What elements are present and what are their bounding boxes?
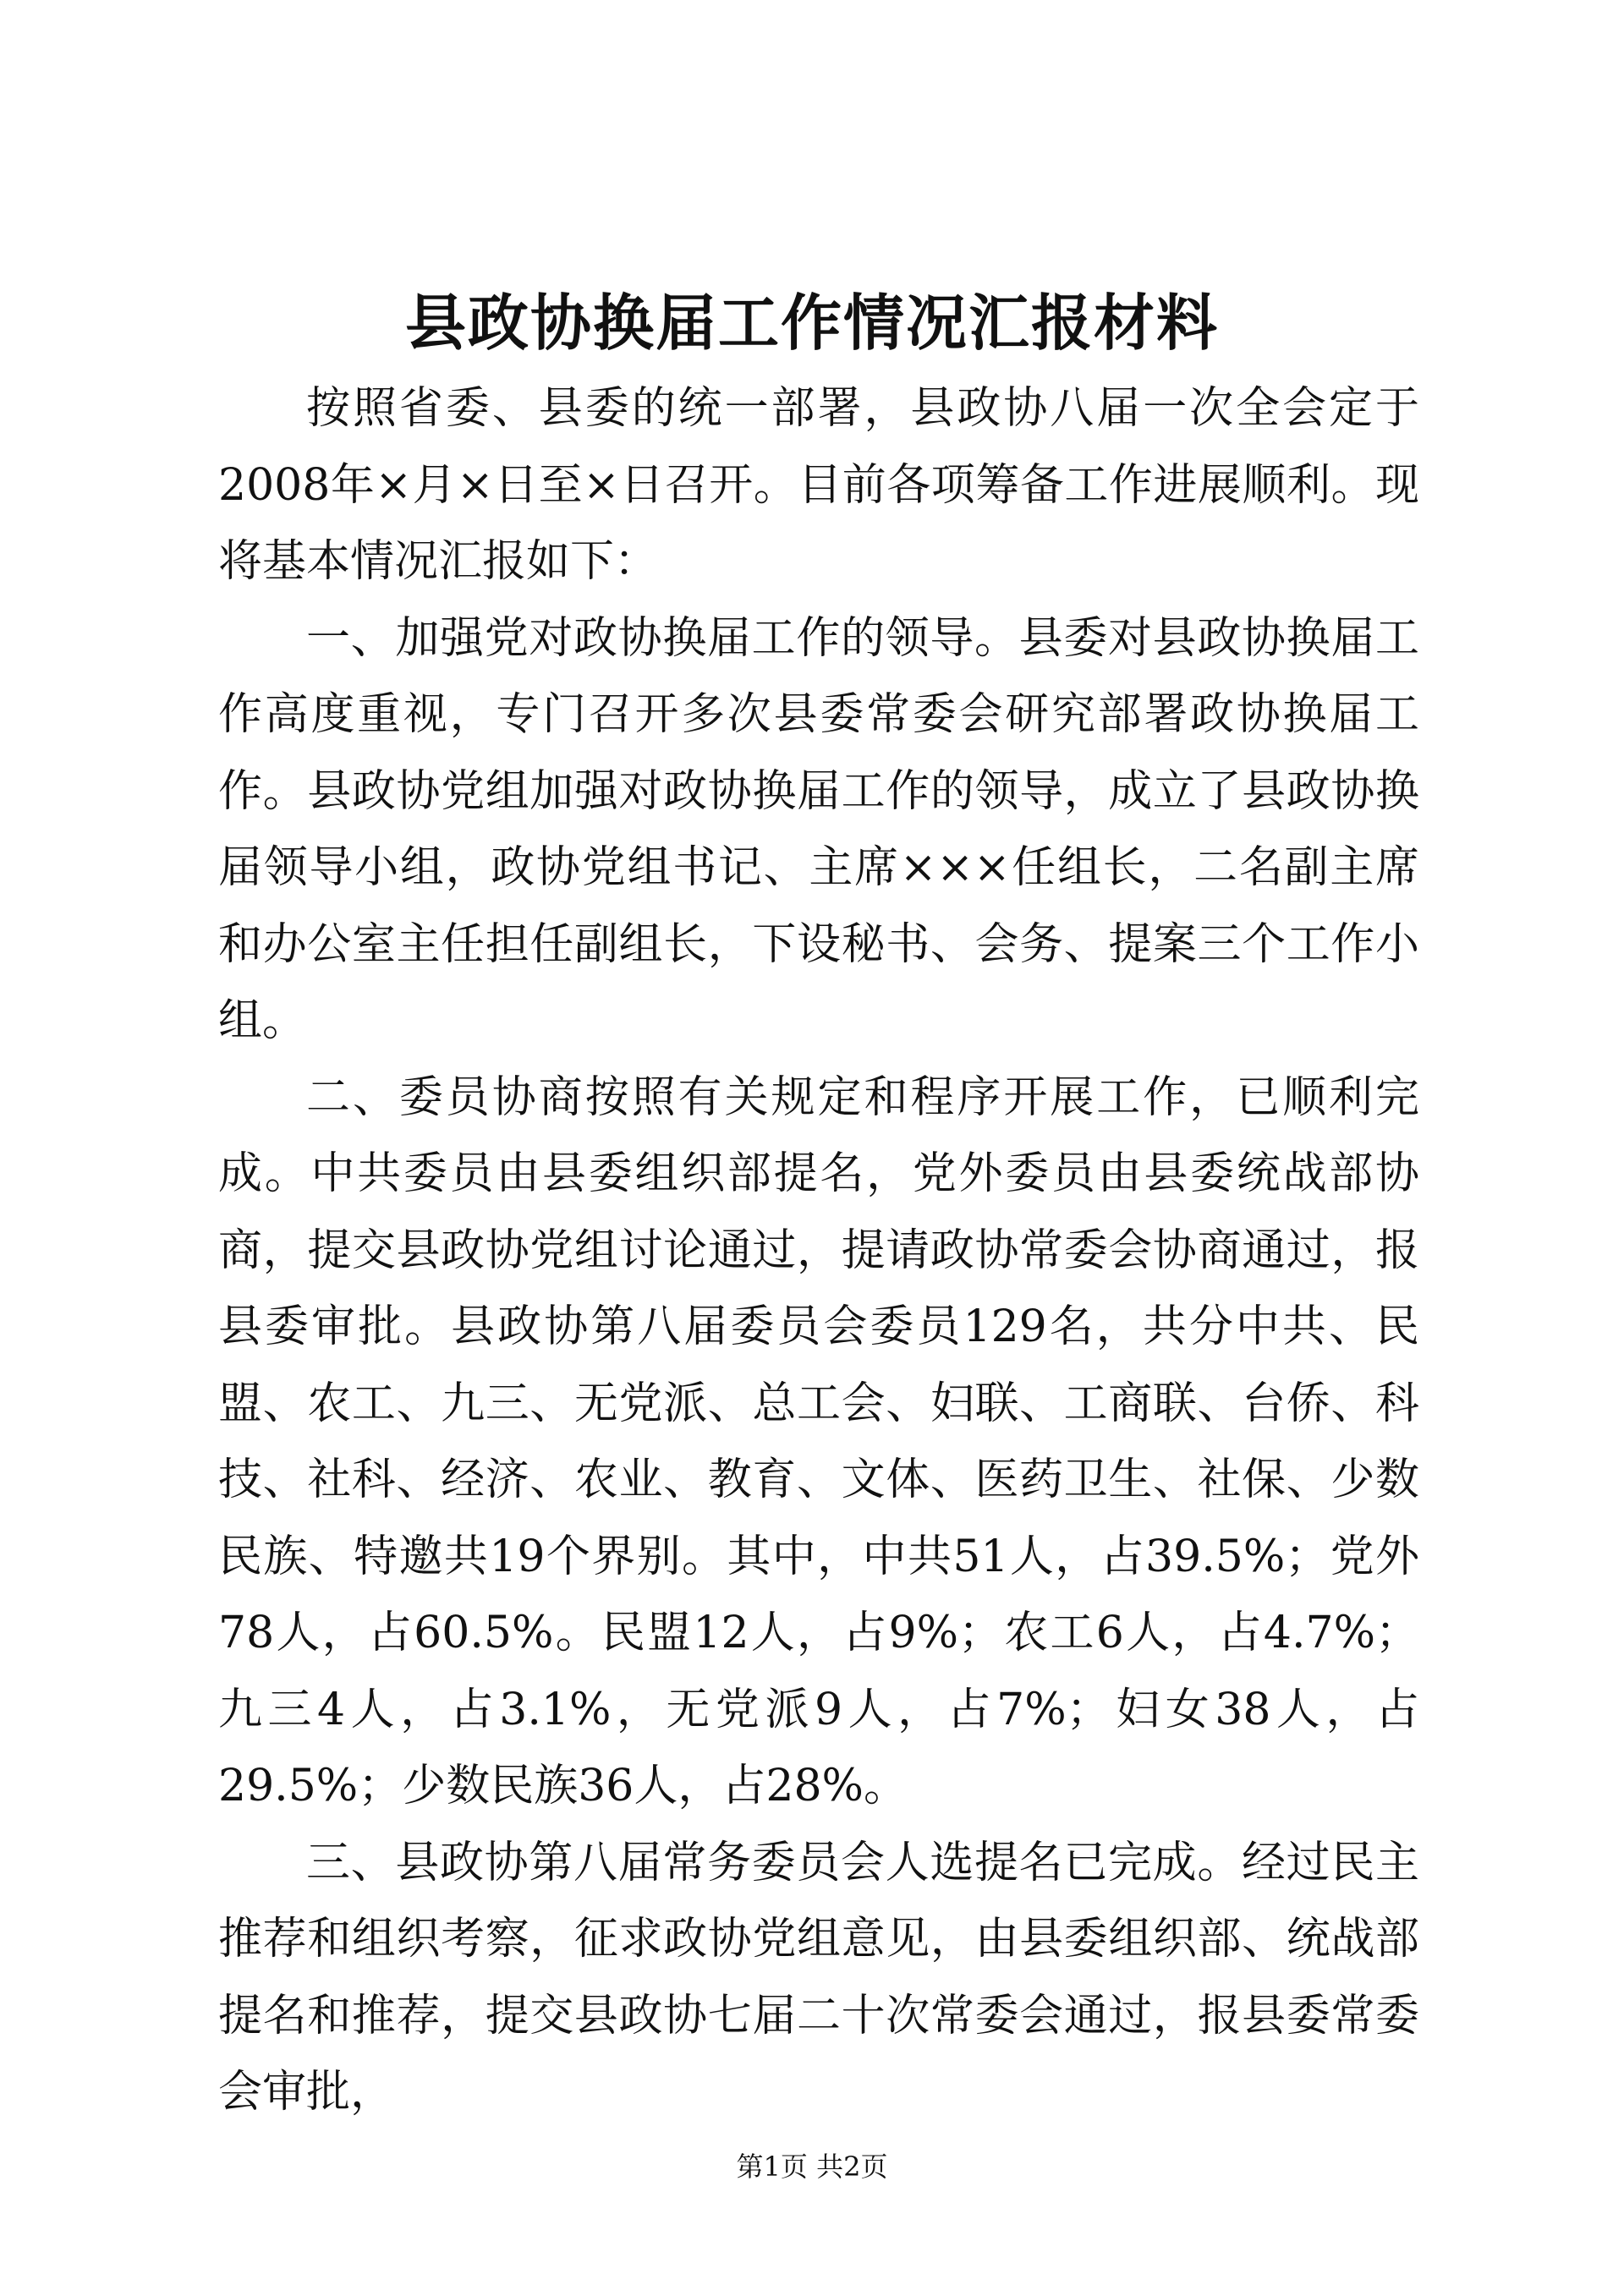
page-number-footer: 第1页 共2页 xyxy=(736,2151,888,2183)
paragraph-intro: 按照省委、县委的统一部署，县政协八届一次全会定于2008年×月×日至×日召开。目前各项筹备工作进展顺利。现将基本情况汇报如下： xyxy=(218,383,1419,587)
paragraph-section-3: 三、县政协第八届常务委员会人选提名已完成。经过民主推荐和组织考察，征求政协党组意见，由县委组织部、统战部提名和推荐，提交县政协七届二十次常委会通过，报县委常委会审批， xyxy=(218,1837,1419,2118)
document-body xyxy=(218,370,1419,2131)
document-title: 县政协换届工作情况汇报材料 xyxy=(404,287,1219,359)
paragraph-section-1: 一、加强党对政协换届工作的领导。县委对县政协换届工作高度重视，专门召开多次县委常委会研究部署政协换届工作。县政协党组加强对政协换届工作的领导，成立了县政协换届领导小组，政协党组书记、主席×××任组长，二名副主席和办公室主任担任副组长，下设秘书、会务、提案三个工作小组。 xyxy=(218,612,1419,1046)
paragraph-section-2: 二、委员协商按照有关规定和程序开展工作，已顺利完成。中共委员由县委组织部提名，党外委员由县委统战部协商，提交县政协党组讨论通过，提请政协常委会协商通过，报县委审批。县政协第八届委员会委员129名，共分中共、民盟、农工、九三、无党派、总工会、妇联、工商联、台侨、科技、社科、经济、农业、教育、文体、医药卫生、社保、少数民族、特邀共19个界别。其中，中共51人，占39.5%；党外78人，占60.5%。民盟12人，占9%；农工6人，占4.7%；九三4人，占3.1%，无党派9人，占7%；妇女38人，占29.5%；少数民族36人，占28%。 xyxy=(218,1071,1419,1811)
